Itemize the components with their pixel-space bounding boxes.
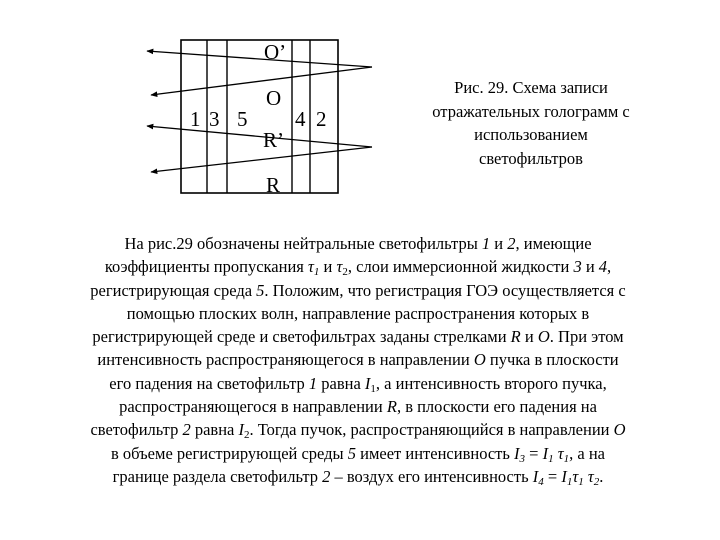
ray-r: [151, 147, 372, 172]
label-layer-1: 1: [190, 107, 201, 131]
caption-line: отражательных голограмм с: [432, 101, 630, 121]
caption-line: Рис. 29. Схема записи: [454, 78, 608, 97]
label-o-prime: O’: [264, 40, 287, 64]
label-layer-5: 5: [237, 107, 248, 131]
label-layer-3: 3: [209, 107, 220, 131]
label-o: O: [266, 86, 282, 110]
caption-line: светофильтров: [479, 148, 583, 168]
paragraph-line: регистрирующей среде и светофильтрах заданы стрелками R и O. При этом: [92, 327, 624, 347]
paragraph-line: его падения на светофильтр 1 равна $I_1$, а интенсивность второго пучка,: [109, 373, 607, 395]
paragraph-line: границе раздела светофильтр 2 – воздух его интенсивность $I_4 = I_1\tau_1$ $\tau_2$.: [112, 466, 604, 488]
paragraph-line: помощью плоских волн, направление распространения которых в: [126, 303, 590, 323]
caption-line: использованием: [474, 125, 588, 144]
body-paragraph: [18, 232, 698, 488]
figure-caption: [400, 76, 662, 170]
paragraph-line: распространяющегося в направлении R, в плоскости его падения на: [119, 397, 597, 417]
paragraph-line: На рис.29 обозначены нейтральные светофильтры 1 и 2, имеющие: [124, 234, 592, 253]
ray-o: [151, 67, 372, 95]
label-layer-2: 2: [316, 107, 327, 131]
label-r-prime: R’: [263, 128, 284, 152]
label-r: R: [266, 173, 281, 197]
paragraph-line: светофильтр 2 равна $I_2$. Тогда пучок, распространяющийся в направлении O: [90, 420, 626, 442]
paragraph-line: регистрирующая среда 5. Положим, что регистрация ГОЭ осуществляется с: [90, 280, 626, 300]
paragraph-line: интенсивность распространяющегося в направлении O пучка в плоскости: [97, 350, 619, 370]
paragraph-line: в объеме регистрирующей среды 5 имеет интенсивность $I_3 = I_1$ $\tau_1$, а на: [111, 443, 605, 465]
label-layer-4: 4: [295, 107, 306, 131]
paragraph-line: коэффициенты пропускания $\tau_1$ и $\tau_2$, слои иммерсионной жидкости 3 и 4,: [104, 257, 612, 279]
